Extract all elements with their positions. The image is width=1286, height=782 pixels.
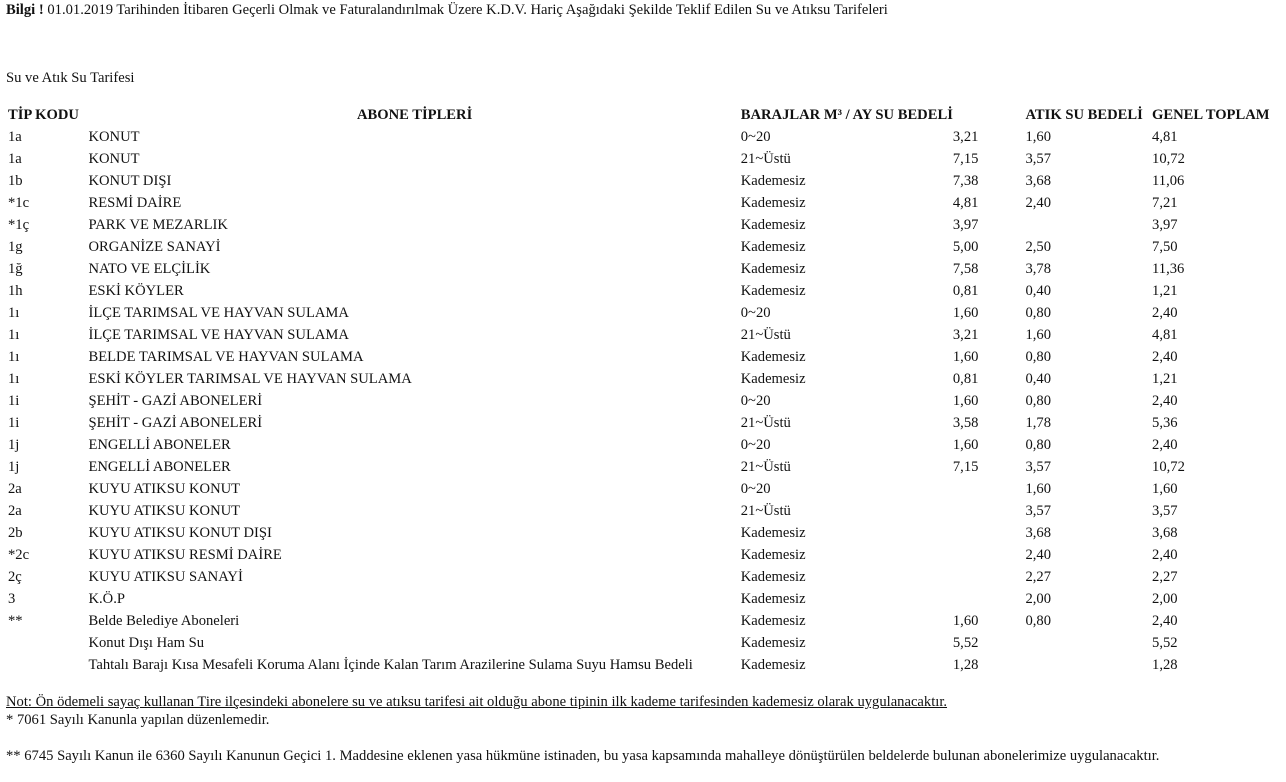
- cell-abone-tipi: KONUT: [88, 128, 140, 145]
- cell-atik-su-bedeli: 3,68: [1025, 524, 1052, 541]
- cell-abone-tipi: RESMİ DAİRE: [88, 194, 182, 211]
- cell-atik-su-bedeli: 0,80: [1025, 348, 1052, 365]
- cell-abone-tipi: PARK VE MEZARLIK: [88, 216, 228, 233]
- cell-baraj: Kademesiz: [740, 260, 806, 277]
- cell-atik-su-bedeli: 3,68: [1025, 172, 1052, 189]
- cell-baraj: Kademesiz: [740, 282, 806, 299]
- table-row: [6, 214, 1286, 236]
- table-row: [6, 324, 1286, 346]
- cell-abone-tipi: ESKİ KÖYLER: [88, 282, 184, 299]
- table-row: [6, 522, 1286, 544]
- cell-atik-su-bedeli: 0,80: [1025, 392, 1052, 409]
- cell-baraj: 21~Üstü: [740, 150, 791, 167]
- cell-su-bedeli: 1,60: [952, 612, 979, 629]
- cell-baraj: Kademesiz: [740, 172, 806, 189]
- table-subtitle: Su ve Atık Su Tarifesi: [6, 70, 135, 86]
- cell-tip-kodu: 1a: [8, 128, 22, 145]
- cell-atik-su-bedeli: 3,57: [1025, 502, 1052, 519]
- cell-tip-kodu: 1ğ: [8, 260, 23, 277]
- cell-su-bedeli: [953, 588, 1026, 610]
- table-row: [6, 456, 1286, 478]
- table-row: [6, 654, 1286, 676]
- cell-abone-tipi: KUYU ATIKSU KONUT: [88, 502, 241, 519]
- cell-genel-toplam: 2,00: [1152, 590, 1178, 607]
- header-genel-toplam: GENEL TOPLAM: [1152, 106, 1270, 123]
- table-row: [6, 126, 1286, 148]
- table-row: [6, 412, 1286, 434]
- table-row: [6, 368, 1286, 390]
- info-label: Bilgi !: [6, 2, 44, 18]
- cell-genel-toplam: 11,06: [1152, 172, 1185, 189]
- cell-abone-tipi: ESKİ KÖYLER TARIMSAL VE HAYVAN SULAMA: [88, 370, 412, 387]
- cell-atik-su-bedeli: 0,40: [1025, 282, 1052, 299]
- info-line: [6, 2, 888, 19]
- cell-baraj: 0~20: [740, 128, 771, 145]
- table-row: [6, 478, 1286, 500]
- header-barajlar: [741, 104, 953, 126]
- note-prepaid-text: Not: Ön ödemeli sayaç kullanan Tire ilçesindeki abonelere su ve atıksu tarifesi ait olduğu abone tipinin ilk kademe tarifesinden kademesiz olarak uygulanacaktır.: [6, 694, 948, 710]
- cell-atik-su-bedeli: 0,80: [1025, 304, 1052, 321]
- table-row: [6, 500, 1286, 522]
- cell-atik-su-bedeli: [1025, 654, 1152, 676]
- cell-su-bedeli: 1,28: [952, 656, 979, 673]
- table-body: [6, 126, 1286, 676]
- cell-su-bedeli: [953, 544, 1026, 566]
- table-row: [6, 588, 1286, 610]
- info-text: 01.01.2019 Tarihinden İtibaren Geçerli Olmak ve Faturalandırılmak Üzere K.D.V. Hariç Aşağıdaki Şekilde Teklif Edilen Su ve Atıksu Tarifeleri: [47, 2, 888, 18]
- cell-su-bedeli: 1,60: [952, 392, 979, 409]
- cell-tip-kodu: 2a: [8, 480, 22, 497]
- cell-baraj: 21~Üstü: [740, 326, 791, 343]
- cell-atik-su-bedeli: 3,78: [1025, 260, 1052, 277]
- cell-baraj: 0~20: [740, 392, 771, 409]
- cell-baraj: Kademesiz: [740, 612, 806, 629]
- cell-su-bedeli: 7,38: [952, 172, 979, 189]
- cell-abone-tipi: ENGELLİ ABONELER: [88, 458, 231, 475]
- cell-abone-tipi: ENGELLİ ABONELER: [88, 436, 231, 453]
- cell-su-bedeli: [953, 522, 1026, 544]
- cell-genel-toplam: 7,21: [1152, 194, 1178, 211]
- header-barajlar-label: BARAJLAR: [740, 106, 821, 123]
- cell-atik-su-bedeli: 0,40: [1025, 370, 1052, 387]
- cell-abone-tipi: İLÇE TARIMSAL VE HAYVAN SULAMA: [88, 304, 349, 321]
- cell-su-bedeli: 3,21: [952, 326, 979, 343]
- cell-tip-kodu: 1a: [8, 150, 22, 167]
- cell-su-bedeli: 1,60: [952, 348, 979, 365]
- table-row: [6, 170, 1286, 192]
- cell-genel-toplam: 2,40: [1152, 436, 1178, 453]
- cell-su-bedeli: [953, 500, 1026, 522]
- cell-su-bedeli: 1,60: [952, 304, 979, 321]
- table-header-row: [6, 104, 1286, 126]
- cell-abone-tipi: NATO VE ELÇİLİK: [88, 260, 211, 277]
- cell-abone-tipi: KUYU ATIKSU KONUT DIŞI: [88, 524, 272, 541]
- cell-tip-kodu: 1i: [8, 392, 20, 409]
- table-row: [6, 632, 1286, 654]
- cell-su-bedeli: [953, 566, 1026, 588]
- note-7061: * 7061 Sayılı Kanunla yapılan düzenlemedir.: [6, 712, 270, 728]
- cell-abone-tipi: Tahtalı Barajı Kısa Mesafeli Koruma Alanı İçinde Kalan Tarım Arazilerine Sulama Suyu Hamsu Bedeli: [88, 656, 693, 673]
- cell-su-bedeli: 3,97: [952, 216, 979, 233]
- cell-tip-kodu: 1j: [8, 436, 20, 453]
- cell-baraj: 0~20: [740, 436, 771, 453]
- cell-tip-kodu: 2ç: [8, 568, 22, 585]
- cell-atik-su-bedeli: 1,78: [1025, 414, 1052, 431]
- table-row: [6, 258, 1286, 280]
- cell-baraj: Kademesiz: [740, 568, 806, 585]
- note-prepaid: [6, 694, 947, 711]
- cell-atik-su-bedeli: [1025, 632, 1152, 654]
- cell-genel-toplam: 3,57: [1152, 502, 1178, 519]
- cell-abone-tipi: KUYU ATIKSU SANAYİ: [88, 568, 243, 585]
- table-row: [6, 148, 1286, 170]
- cell-baraj: Kademesiz: [740, 546, 806, 563]
- cell-baraj: Kademesiz: [740, 238, 806, 255]
- cell-genel-toplam: 4,81: [1152, 128, 1178, 145]
- cell-baraj: Kademesiz: [740, 348, 806, 365]
- cell-abone-tipi: ORGANİZE SANAYİ: [88, 238, 221, 255]
- cell-tip-kodu: 1ı: [8, 370, 20, 387]
- cell-genel-toplam: 5,36: [1152, 414, 1178, 431]
- cell-abone-tipi: İLÇE TARIMSAL VE HAYVAN SULAMA: [88, 326, 349, 343]
- cell-su-bedeli: 4,81: [952, 194, 979, 211]
- cell-baraj: 21~Üstü: [740, 414, 791, 431]
- cell-tip-kodu: 1ı: [8, 348, 20, 365]
- cell-genel-toplam: 2,40: [1152, 304, 1178, 321]
- cell-tip-kodu: 1b: [8, 172, 23, 189]
- table-row: [6, 236, 1286, 258]
- cell-atik-su-bedeli: [1025, 214, 1152, 236]
- cell-genel-toplam: 7,50: [1152, 238, 1178, 255]
- table-row: [6, 434, 1286, 456]
- cell-genel-toplam: 2,40: [1152, 546, 1178, 563]
- header-tip-kodu: TİP KODU: [8, 106, 79, 123]
- cell-baraj: 21~Üstü: [740, 502, 791, 519]
- cell-tip-kodu: 1h: [8, 282, 23, 299]
- tariff-table: [6, 104, 1286, 676]
- cell-atik-su-bedeli: 1,60: [1025, 326, 1052, 343]
- cell-tip-kodu: 2b: [8, 524, 23, 541]
- cell-tip-kodu: 1i: [8, 414, 20, 431]
- cell-tip-kodu: 1ı: [8, 304, 20, 321]
- table-row: [6, 346, 1286, 368]
- table-row: [6, 610, 1286, 632]
- cell-tip-kodu: [6, 632, 88, 654]
- cell-su-bedeli: 1,60: [952, 436, 979, 453]
- cell-baraj: 0~20: [740, 304, 771, 321]
- header-spacer: [953, 104, 1026, 126]
- cell-tip-kodu: *1c: [8, 194, 30, 211]
- cell-tip-kodu: 2a: [8, 502, 22, 519]
- cell-genel-toplam: 3,68: [1152, 524, 1178, 541]
- cell-genel-toplam: 10,72: [1152, 458, 1185, 475]
- table-row: [6, 544, 1286, 566]
- table-row: [6, 566, 1286, 588]
- cell-baraj: Kademesiz: [740, 634, 806, 651]
- cell-atik-su-bedeli: 1,60: [1025, 128, 1052, 145]
- cell-tip-kodu: 3: [8, 590, 16, 607]
- cell-genel-toplam: 2,27: [1152, 568, 1178, 585]
- cell-baraj: 21~Üstü: [740, 458, 791, 475]
- cell-abone-tipi: KONUT: [88, 150, 140, 167]
- table-row: [6, 280, 1286, 302]
- table-row: [6, 192, 1286, 214]
- cell-abone-tipi: ŞEHİT - GAZİ ABONELERİ: [88, 392, 263, 409]
- cell-genel-toplam: 11,36: [1152, 260, 1185, 277]
- cell-atik-su-bedeli: 2,00: [1025, 590, 1052, 607]
- cell-abone-tipi: KUYU ATIKSU KONUT: [88, 480, 241, 497]
- cell-genel-toplam: 1,21: [1152, 282, 1178, 299]
- header-abone-tipleri: ABONE TİPLERİ: [356, 106, 473, 123]
- cell-baraj: Kademesiz: [740, 216, 806, 233]
- cell-su-bedeli: 5,00: [952, 238, 979, 255]
- cell-genel-toplam: 4,81: [1152, 326, 1178, 343]
- cell-baraj: Kademesiz: [740, 370, 806, 387]
- cell-genel-toplam: 2,40: [1152, 392, 1178, 409]
- header-atik-su-bedeli: ATIK SU BEDELİ: [1025, 106, 1143, 123]
- cell-abone-tipi: Belde Belediye Aboneleri: [88, 612, 240, 629]
- note-6745: ** 6745 Sayılı Kanun ile 6360 Sayılı Kanunun Geçici 1. Maddesine eklenen yasa hükmüne istinaden, bu yasa kapsamında mahalleye dönüştürülen beldelerde bulunan abonelerimize uygulanacaktır.: [6, 748, 1160, 764]
- cell-baraj: Kademesiz: [740, 524, 806, 541]
- cell-su-bedeli: 3,21: [952, 128, 979, 145]
- cell-abone-tipi: KONUT DIŞI: [88, 172, 172, 189]
- table-row: [6, 390, 1286, 412]
- cell-genel-toplam: 2,40: [1152, 348, 1178, 365]
- cell-baraj: Kademesiz: [740, 590, 806, 607]
- cell-atik-su-bedeli: 1,60: [1025, 480, 1052, 497]
- cell-genel-toplam: 1,60: [1152, 480, 1178, 497]
- cell-su-bedeli: [953, 478, 1026, 500]
- cell-tip-kodu: [6, 654, 88, 676]
- cell-atik-su-bedeli: 2,40: [1025, 194, 1052, 211]
- cell-abone-tipi: KUYU ATIKSU RESMİ DAİRE: [88, 546, 282, 563]
- cell-genel-toplam: 10,72: [1152, 150, 1185, 167]
- cell-abone-tipi: BELDE TARIMSAL VE HAYVAN SULAMA: [88, 348, 364, 365]
- cell-baraj: Kademesiz: [740, 194, 806, 211]
- cell-atik-su-bedeli: 3,57: [1025, 150, 1052, 167]
- cell-atik-su-bedeli: 0,80: [1025, 436, 1052, 453]
- cell-atik-su-bedeli: 2,40: [1025, 546, 1052, 563]
- cell-tip-kodu: *1ç: [8, 216, 30, 233]
- table-row: [6, 302, 1286, 324]
- cell-atik-su-bedeli: 0,80: [1025, 612, 1052, 629]
- cell-tip-kodu: 1j: [8, 458, 20, 475]
- cell-atik-su-bedeli: 3,57: [1025, 458, 1052, 475]
- cell-tip-kodu: *2c: [8, 546, 30, 563]
- cell-baraj: Kademesiz: [740, 656, 806, 673]
- cell-su-bedeli: 0,81: [952, 370, 979, 387]
- cell-su-bedeli: 3,58: [952, 414, 979, 431]
- cell-baraj: 0~20: [740, 480, 771, 497]
- cell-tip-kodu: 1g: [8, 238, 23, 255]
- cell-genel-toplam: 1,21: [1152, 370, 1178, 387]
- cell-su-bedeli: 7,58: [952, 260, 979, 277]
- cell-abone-tipi: K.Ö.P: [88, 590, 125, 607]
- cell-su-bedeli: 7,15: [952, 150, 979, 167]
- header-su-bedeli: M³ / AY SU BEDELİ: [823, 106, 953, 123]
- cell-abone-tipi: Konut Dışı Ham Su: [88, 634, 205, 651]
- cell-su-bedeli: 7,15: [952, 458, 979, 475]
- cell-genel-toplam: 3,97: [1152, 216, 1178, 233]
- cell-su-bedeli: 0,81: [952, 282, 979, 299]
- cell-genel-toplam: 1,28: [1152, 656, 1178, 673]
- cell-tip-kodu: **: [8, 612, 23, 629]
- cell-atik-su-bedeli: 2,50: [1025, 238, 1052, 255]
- cell-tip-kodu: 1ı: [8, 326, 20, 343]
- cell-abone-tipi: ŞEHİT - GAZİ ABONELERİ: [88, 414, 263, 431]
- cell-atik-su-bedeli: 2,27: [1025, 568, 1052, 585]
- cell-genel-toplam: 2,40: [1152, 612, 1178, 629]
- cell-genel-toplam: 5,52: [1152, 634, 1178, 651]
- cell-su-bedeli: 5,52: [952, 634, 979, 651]
